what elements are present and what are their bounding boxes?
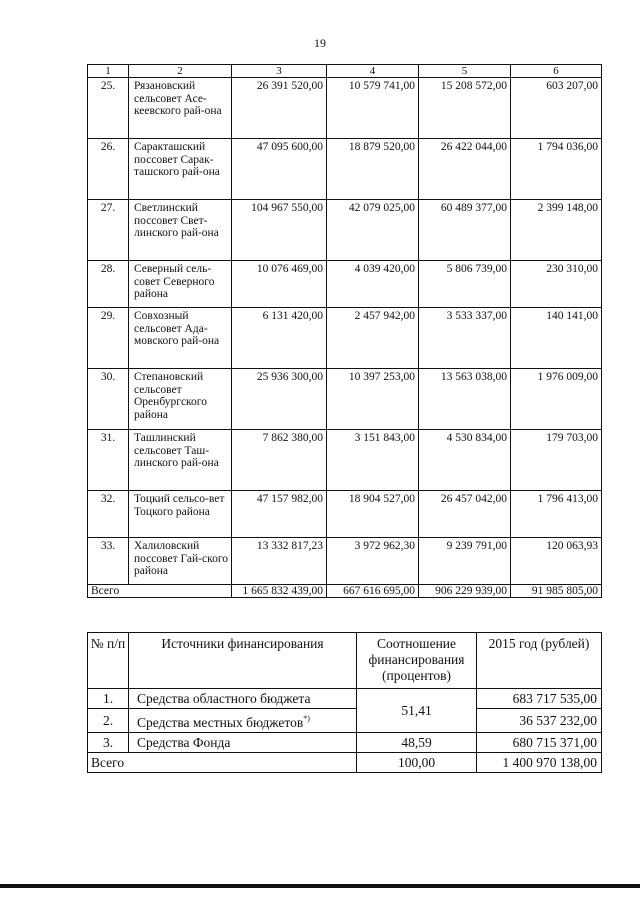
municipality-name: Халиловский поссовет Гай-ского района (129, 538, 232, 585)
table-row (88, 689, 602, 709)
amount: 36 537 232,00 (477, 709, 602, 733)
row-number: 1. (88, 689, 129, 709)
value-col-4: 3 151 843,00 (327, 430, 419, 491)
row-number: 30. (88, 369, 129, 430)
value-col-5: 4 530 834,00 (419, 430, 511, 491)
table-row (88, 308, 602, 369)
source-name: Средства областного бюджета (129, 689, 357, 709)
value-col-5: 26 422 044,00 (419, 139, 511, 200)
table-row (88, 709, 602, 733)
municipality-name: Саракташский поссовет Сарак-ташского рай-она (129, 139, 232, 200)
value-col-3: 104 967 550,00 (232, 200, 327, 261)
table-row (88, 430, 602, 491)
ratio: 48,59 (357, 733, 477, 753)
table-row (88, 733, 602, 753)
total-ratio: 100,00 (357, 753, 477, 773)
header-number: № п/п (88, 633, 129, 689)
source-name: Средства местных бюджетов (137, 715, 304, 730)
row-number: 33. (88, 538, 129, 585)
value-col-6: 140 141,00 (511, 308, 602, 369)
municipality-name: Светлинский поссовет Свет-линского рай-она (129, 200, 232, 261)
table-row (88, 200, 602, 261)
total-row (88, 753, 602, 773)
value-col-3: 26 391 520,00 (232, 78, 327, 139)
value-col-5: 9 239 791,00 (419, 538, 511, 585)
value-col-5: 13 563 038,00 (419, 369, 511, 430)
column-number: 3 (232, 65, 327, 78)
value-col-3: 25 936 300,00 (232, 369, 327, 430)
value-col-4: 18 879 520,00 (327, 139, 419, 200)
table-row (88, 491, 602, 538)
table-row (88, 369, 602, 430)
total-col-4: 667 616 695,00 (327, 585, 419, 598)
value-col-3: 47 157 982,00 (232, 491, 327, 538)
value-col-4: 2 457 942,00 (327, 308, 419, 369)
total-row (88, 585, 602, 598)
value-col-4: 3 972 962,30 (327, 538, 419, 585)
total-col-3: 1 665 832 439,00 (232, 585, 327, 598)
row-number: 26. (88, 139, 129, 200)
page-number: 19 (314, 36, 326, 50)
total-label: Всего (88, 753, 357, 773)
row-number: 28. (88, 261, 129, 308)
municipality-name: Совхозный сельсовет Ада-мовского рай-она (129, 308, 232, 369)
value-col-6: 2 399 148,00 (511, 200, 602, 261)
row-number: 32. (88, 491, 129, 538)
row-number: 27. (88, 200, 129, 261)
value-col-5: 26 457 042,00 (419, 491, 511, 538)
total-amount: 1 400 970 138,00 (477, 753, 602, 773)
value-col-6: 1 976 009,00 (511, 369, 602, 430)
amount: 680 715 371,00 (477, 733, 602, 753)
row-number: 3. (88, 733, 129, 753)
value-col-4: 10 579 741,00 (327, 78, 419, 139)
value-col-6: 120 063,93 (511, 538, 602, 585)
table-row (88, 261, 602, 308)
municipality-name: Тоцкий сельсо-вет Тоцкого района (129, 491, 232, 538)
value-col-3: 7 862 380,00 (232, 430, 327, 491)
value-col-6: 230 310,00 (511, 261, 602, 308)
financing-sources-table (87, 632, 602, 773)
value-col-5: 3 533 337,00 (419, 308, 511, 369)
value-col-3: 13 332 817,23 (232, 538, 327, 585)
header-row (88, 633, 602, 689)
value-col-4: 10 397 253,00 (327, 369, 419, 430)
value-col-4: 42 079 025,00 (327, 200, 419, 261)
source-name-cell (129, 709, 357, 733)
total-col-6: 91 985 805,00 (511, 585, 602, 598)
header-ratio: Соотношение финансирования (процентов) (357, 633, 477, 689)
municipality-name: Ташлинский сельсовет Таш-линского рай-она (129, 430, 232, 491)
value-col-5: 15 208 572,00 (419, 78, 511, 139)
value-col-3: 10 076 469,00 (232, 261, 327, 308)
column-number: 1 (88, 65, 129, 78)
total-col-5: 906 229 939,00 (419, 585, 511, 598)
table-row (88, 78, 602, 139)
amount: 683 717 535,00 (477, 689, 602, 709)
header-year: 2015 год (рублей) (477, 633, 602, 689)
row-number: 31. (88, 430, 129, 491)
column-number: 2 (129, 65, 232, 78)
row-number: 2. (88, 709, 129, 733)
value-col-4: 4 039 420,00 (327, 261, 419, 308)
municipality-name: Рязановский сельсовет Асе-кеевского рай-она (129, 78, 232, 139)
value-col-4: 18 904 527,00 (327, 491, 419, 538)
value-col-6: 1 794 036,00 (511, 139, 602, 200)
column-number: 6 (511, 65, 602, 78)
value-col-6: 1 796 413,00 (511, 491, 602, 538)
value-col-3: 6 131 420,00 (232, 308, 327, 369)
value-col-5: 60 489 377,00 (419, 200, 511, 261)
municipal-funding-table (87, 64, 602, 598)
municipality-name: Степановский сельсовет Оренбургского района (129, 369, 232, 430)
header-source: Источники финансирования (129, 633, 357, 689)
municipality-name: Северный сель-совет Северного района (129, 261, 232, 308)
table-row (88, 139, 602, 200)
footnote-mark: *) (303, 714, 310, 723)
column-number-row (88, 65, 602, 78)
table-row (88, 538, 602, 585)
row-number: 29. (88, 308, 129, 369)
value-col-6: 603 207,00 (511, 78, 602, 139)
column-number: 4 (327, 65, 419, 78)
value-col-6: 179 703,00 (511, 430, 602, 491)
ratio-merged: 51,41 (357, 689, 477, 733)
column-number: 5 (419, 65, 511, 78)
row-number: 25. (88, 78, 129, 139)
value-col-5: 5 806 739,00 (419, 261, 511, 308)
value-col-3: 47 095 600,00 (232, 139, 327, 200)
total-label: Всего (88, 585, 232, 598)
source-name: Средства Фонда (129, 733, 357, 753)
bottom-rule (0, 884, 640, 888)
